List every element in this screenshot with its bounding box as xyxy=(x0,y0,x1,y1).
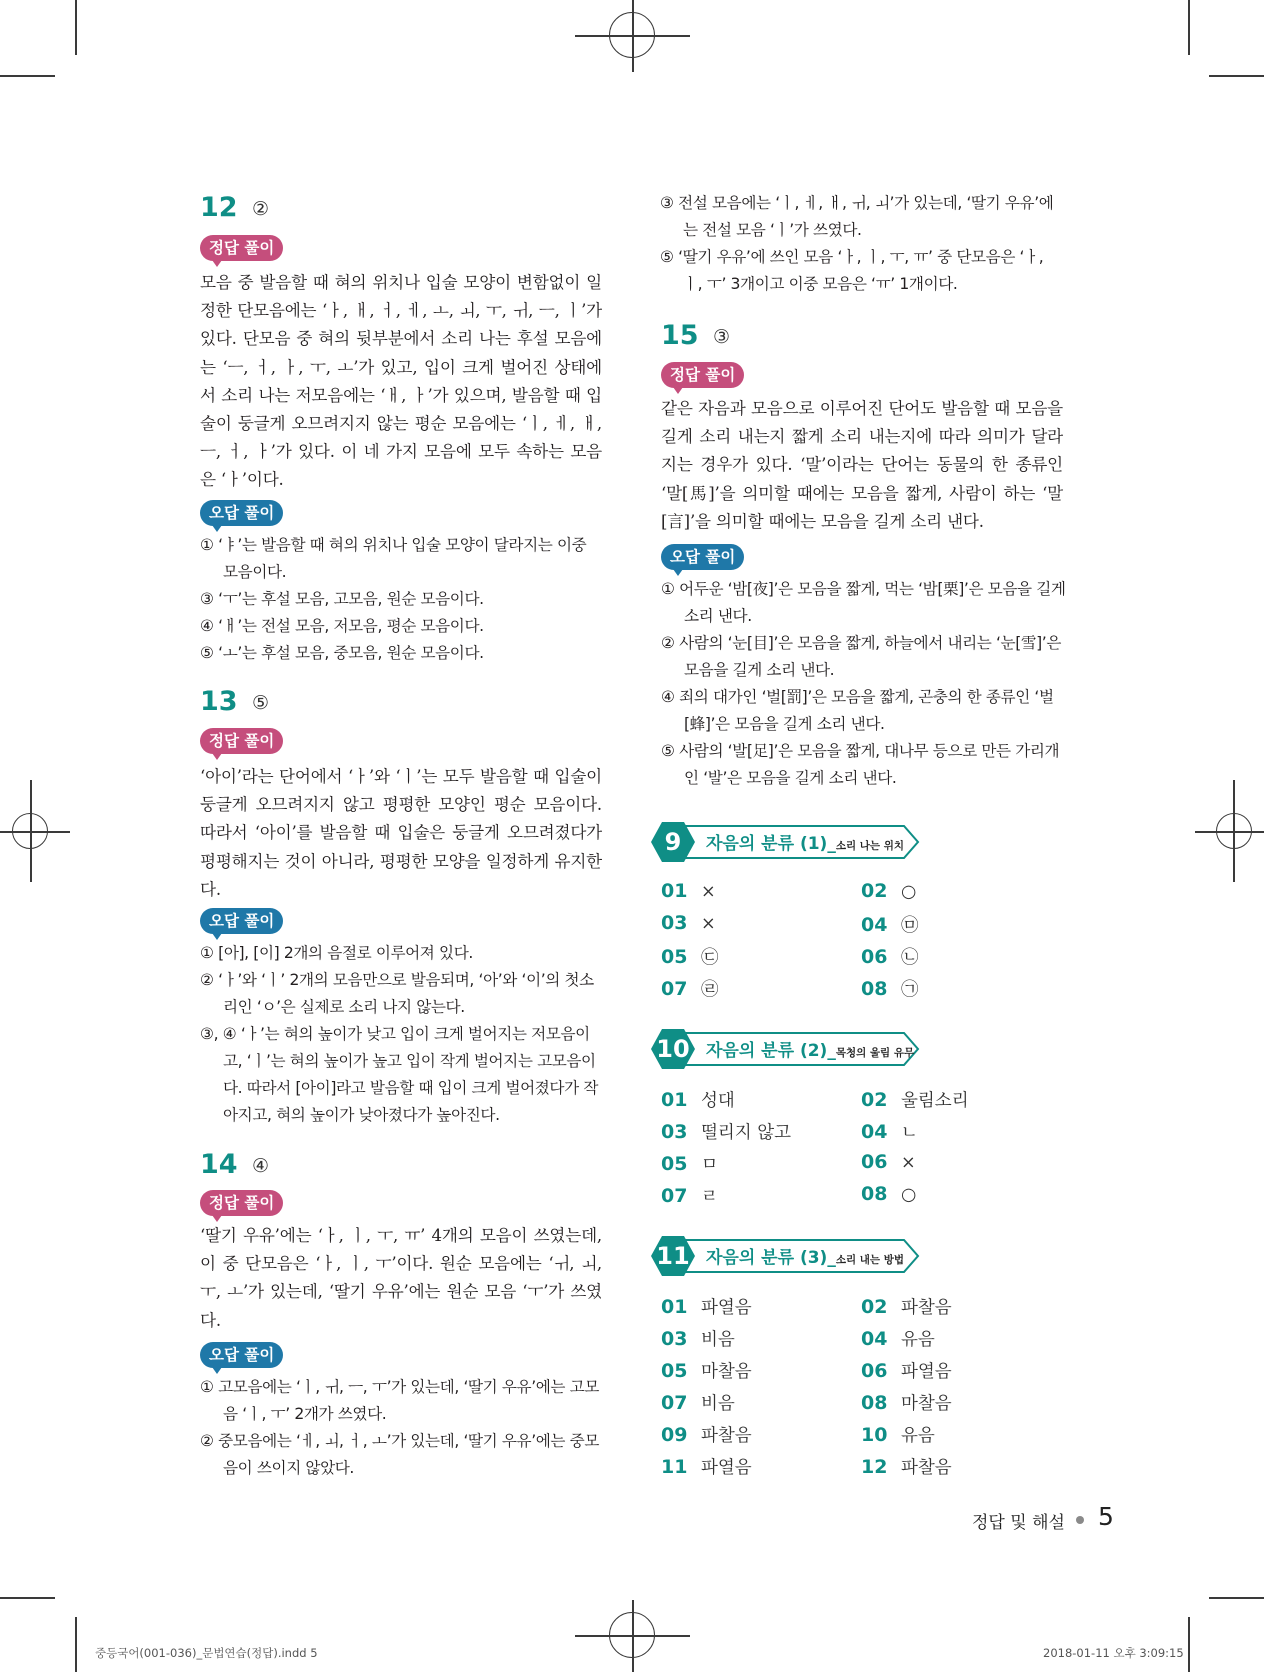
correct-explanation-badge: 정답 풀이 xyxy=(661,362,744,388)
section-title-main: 자음의 분류 (2)_ xyxy=(706,1041,836,1061)
answer-number: 02 xyxy=(861,880,888,902)
question-number: 13 xyxy=(200,686,238,717)
answer-item xyxy=(861,1390,952,1415)
answer-value: 울림소리 xyxy=(901,1091,969,1111)
answer-number: 08 xyxy=(861,1392,888,1414)
answer-value: ㄴ xyxy=(901,1123,918,1143)
answer-item xyxy=(861,1454,952,1479)
correct-explanation-badge: 정답 풀이 xyxy=(200,728,283,754)
answer-value: 유음 xyxy=(901,1330,935,1350)
date-slug: 2018-01-11 오후 3:09:15 xyxy=(1043,1646,1184,1660)
answer-number: 06 xyxy=(861,946,888,968)
answer-item xyxy=(861,1294,952,1319)
question-answer: ④ xyxy=(252,1155,270,1177)
crop-mark xyxy=(1188,1617,1190,1672)
list-item: ② 중모음에는 ‘ㅔ, ㅚ, ㅓ, ㅗ’가 있는데, ‘딸기 우유’에는 중모음이 쓰이지 않았다. xyxy=(200,1432,599,1477)
answer-number: 07 xyxy=(661,978,688,1000)
answer-value: 마찰음 xyxy=(901,1394,952,1414)
answer-value: × xyxy=(701,882,716,902)
answer-number: 04 xyxy=(861,1121,888,1143)
answer-item xyxy=(661,1454,752,1479)
answer-number: 05 xyxy=(661,1153,688,1175)
answer-number: 05 xyxy=(661,1360,688,1382)
answer-value: ○ xyxy=(901,1185,917,1205)
section-title xyxy=(706,829,904,854)
answer-value: 파찰음 xyxy=(701,1426,752,1446)
section-title-sub: 소리 나는 위치 xyxy=(835,840,904,852)
answer-number: 06 xyxy=(861,1151,888,1173)
section-title-sub: 소리 내는 방법 xyxy=(835,1254,904,1266)
section-title xyxy=(706,1036,914,1061)
answer-value: 파열음 xyxy=(701,1298,752,1318)
answer-value: ○ xyxy=(901,882,917,902)
answer-item xyxy=(661,1087,735,1112)
explanation-text: 모음 중 발음할 때 혀의 위치나 입술 모양이 변함없이 일정한 단모음에는 ‘ㅏ, ㅐ, ㅓ, ㅔ, ㅗ, ㅚ, ㅜ, ㅟ, ㅡ, ㅣ’가 있다. 단모음 중 혀의 뒷부분에서 소리 나는 후설 모음에는 ‘ㅡ, ㅓ, ㅏ, ㅜ, ㅗ’가 있고, 입이 크게 벌어진 상태에서 소리 나는 저모음에는 ‘ㅐ, ㅏ’가 있으며, 발음할 때 입술이 둥글게 오므려지지 않는 평순 모음에는 ‘ㅣ, ㅔ, ㅐ, ㅡ, ㅓ, ㅏ’가 있다. 이 네 가지 모음에 모두 속하는 모음은 ‘ㅏ’이다. xyxy=(200,273,602,490)
answer-item xyxy=(661,1326,735,1351)
section-title-sub: 목청의 울림 유무 xyxy=(835,1047,915,1059)
answer-number: 04 xyxy=(861,1328,888,1350)
correct-explanation-badge: 정답 풀이 xyxy=(200,235,283,261)
question-number: 12 xyxy=(200,192,238,223)
question-answer: ⑤ xyxy=(252,692,270,714)
explanation-text: 같은 자음과 모음으로 이루어진 단어도 발음할 때 모음을 길게 소리 내는지 짧게 소리 내는지에 따라 의미가 달라지는 경우가 있다. ‘말’이라는 단어는 동물의 한 종류인 ‘말[馬]’을 의미할 때에는 모음을 짧게, 사람이 하는 ‘말[言]’을 의미할 때에는 모음을 길게 소리 낸다. xyxy=(661,399,1063,531)
answer-item xyxy=(861,1326,935,1351)
footer-label: 정답 및 해설 xyxy=(972,1513,1065,1533)
wrong-explanation-list xyxy=(200,940,605,1129)
answer-item xyxy=(661,1183,718,1208)
answer-value: ㉤ xyxy=(901,916,919,936)
wrong-explanation-badge: 오답 풀이 xyxy=(661,544,744,570)
answer-item xyxy=(661,1294,752,1319)
section-number: 11 xyxy=(656,1242,690,1270)
answer-item xyxy=(661,944,719,969)
answer-number: 02 xyxy=(861,1089,888,1111)
section-number: 10 xyxy=(656,1035,690,1063)
answer-item xyxy=(661,976,719,1001)
list-item: ⑤ 사람의 ‘발[足]’은 모음을 짧게, 대나무 등으로 만든 가리개인 ‘발’은 모음을 길게 소리 낸다. xyxy=(661,742,1060,787)
answer-item xyxy=(661,1390,735,1415)
section-title-main: 자음의 분류 (3)_ xyxy=(706,1248,836,1268)
answer-number: 08 xyxy=(861,978,888,1000)
explanation-text: ‘아이’라는 단어에서 ‘ㅏ’와 ‘ㅣ’는 모두 발음할 때 입술이 둥글게 오므려지지 않고 평평한 모양인 평순 모음이다. 따라서 ‘아이’를 발음할 때 입술은 둥글게 오므려졌다가 평평해지는 것이 아니라, 평평한 모양을 일정하게 유지한다. xyxy=(200,767,602,899)
answer-number: 03 xyxy=(661,1121,688,1143)
answer-item xyxy=(861,1119,918,1144)
answer-number: 08 xyxy=(861,1183,888,1205)
crop-mark xyxy=(0,75,55,77)
question-number: 14 xyxy=(200,1149,238,1180)
answer-item xyxy=(661,1151,718,1176)
wrong-explanation-list-continued xyxy=(660,190,1065,298)
explanation-text: ‘딸기 우유’에는 ‘ㅏ, ㅣ, ㅜ, ㅠ’ 4개의 모음이 쓰였는데, 이 중 단모음은 ‘ㅏ, ㅣ, ㅜ’이다. 원순 모음에는 ‘ㅟ, ㅚ, ㅜ, ㅗ’가 있는데, ‘딸기 우유’에는 원순 모음 ‘ㅜ’가 쓰였다. xyxy=(200,1226,602,1330)
crop-mark xyxy=(1209,75,1264,77)
answer-value: ㄹ xyxy=(701,1187,718,1207)
section-banner-11 xyxy=(650,1236,925,1276)
answer-item xyxy=(661,880,716,902)
question-answer: ② xyxy=(252,198,270,220)
answer-number: 03 xyxy=(661,912,688,934)
wrong-explanation-badge: 오답 풀이 xyxy=(200,908,283,934)
answer-value: ㉣ xyxy=(701,980,719,1000)
answer-item xyxy=(861,1422,935,1447)
section-banner-10 xyxy=(650,1029,925,1069)
list-item: ① 어두운 ‘밤[夜]’은 모음을 짧게, 먹는 ‘밤[栗]’은 모음을 길게 소리 낸다. xyxy=(661,580,1066,625)
wrong-explanation-badge: 오답 풀이 xyxy=(200,500,283,526)
section-title-main: 자음의 분류 (1)_ xyxy=(706,834,836,854)
page-number: 5 xyxy=(1098,1502,1114,1531)
answer-number: 02 xyxy=(861,1296,888,1318)
answer-value: 떨리지 않고 xyxy=(701,1123,792,1143)
answer-item xyxy=(861,1087,969,1112)
list-item: ① ‘ㅑ’는 발음할 때 혀의 위치나 입술 모양이 달라지는 이중 모음이다. xyxy=(200,536,587,581)
answer-value: 비음 xyxy=(701,1394,735,1414)
answer-value: × xyxy=(701,914,716,934)
crop-mark xyxy=(0,1597,55,1599)
answer-value: ㉢ xyxy=(701,948,719,968)
crop-mark xyxy=(75,0,77,55)
answer-item xyxy=(661,1358,752,1383)
question-number: 15 xyxy=(661,320,699,351)
crop-mark xyxy=(75,1617,77,1672)
answer-number: 05 xyxy=(661,946,688,968)
crop-mark xyxy=(1209,1597,1264,1599)
answer-item xyxy=(861,976,919,1001)
list-item: ② 사람의 ‘눈[目]’은 모음을 짧게, 하늘에서 내리는 ‘눈[雪]’은 모음을 길게 소리 낸다. xyxy=(661,634,1061,679)
answer-item xyxy=(861,1358,952,1383)
answer-item xyxy=(661,1422,752,1447)
wrong-explanation-list xyxy=(200,1374,605,1482)
list-item: ③ ‘ㅜ’는 후설 모음, 고모음, 원순 모음이다. xyxy=(200,590,484,608)
answer-item xyxy=(861,912,919,937)
answer-item xyxy=(661,912,716,934)
wrong-explanation-list xyxy=(200,532,605,667)
section-number: 9 xyxy=(664,828,682,856)
answer-number: 06 xyxy=(861,1360,888,1382)
answer-number: 11 xyxy=(661,1456,688,1478)
answer-item xyxy=(661,1119,791,1144)
correct-explanation-badge: 정답 풀이 xyxy=(200,1190,283,1216)
answer-value: ㉡ xyxy=(901,948,919,968)
file-slug: 중등국어(001-036)_문법연습(정답).indd 5 xyxy=(95,1646,318,1660)
answer-item xyxy=(861,944,919,969)
list-item: ⑤ ‘딸기 우유’에 쓰인 모음 ‘ㅏ, ㅣ, ㅜ, ㅠ’ 중 단모음은 ‘ㅏ, ㅣ, ㅜ’ 3개이고 이중 모음은 ‘ㅠ’ 1개이다. xyxy=(660,248,1044,293)
list-item: ① [아], [이] 2개의 음절로 이루어져 있다. xyxy=(200,944,473,962)
answer-number: 01 xyxy=(661,1296,688,1318)
answer-number: 01 xyxy=(661,1089,688,1111)
answer-value: 성대 xyxy=(701,1091,735,1111)
answer-number: 01 xyxy=(661,880,688,902)
crop-mark xyxy=(1188,0,1190,55)
list-item: ① 고모음에는 ‘ㅣ, ㅟ, ㅡ, ㅜ’가 있는데, ‘딸기 우유’에는 고모음 ‘ㅣ, ㅜ’ 2개가 쓰였다. xyxy=(200,1378,599,1423)
section-title xyxy=(706,1243,904,1268)
answer-value: 비음 xyxy=(701,1330,735,1350)
list-item: ⑤ ‘ㅗ’는 후설 모음, 중모음, 원순 모음이다. xyxy=(200,644,484,662)
answer-value: 마찰음 xyxy=(701,1362,752,1382)
answer-value: 파열음 xyxy=(901,1362,952,1382)
answer-number: 10 xyxy=(861,1424,888,1446)
answer-number: 07 xyxy=(661,1185,688,1207)
answer-number: 03 xyxy=(661,1328,688,1350)
answer-value: 파찰음 xyxy=(901,1458,952,1478)
answer-number: 09 xyxy=(661,1424,688,1446)
section-banner-9 xyxy=(650,822,925,862)
answer-number: 12 xyxy=(861,1456,888,1478)
wrong-explanation-list xyxy=(661,576,1066,792)
list-item: ④ 죄의 대가인 ‘벌[罰]’은 모음을 짧게, 곤충의 한 종류인 ‘벌[蜂]’은 모음을 길게 소리 낸다. xyxy=(661,688,1054,733)
answer-item xyxy=(861,1183,916,1205)
question-answer: ③ xyxy=(713,326,731,348)
answer-number: 07 xyxy=(661,1392,688,1414)
answer-value: 파찰음 xyxy=(901,1298,952,1318)
footer-dot xyxy=(1076,1516,1084,1524)
list-item: ④ ‘ㅐ’는 전설 모음, 저모음, 평순 모음이다. xyxy=(200,617,484,635)
answer-value: ㅁ xyxy=(701,1155,718,1175)
answer-value: 파열음 xyxy=(701,1458,752,1478)
list-item: ③, ④ ‘ㅏ’는 혀의 높이가 낮고 입이 크게 벌어지는 저모음이고, ‘ㅣ’는 혀의 높이가 높고 입이 작게 벌어지는 고모음이다. 따라서 [아이]라고 발음할 때 입이 크게 벌어졌다가 작아지고, 혀의 높이가 낮아졌다가 높아진다. xyxy=(200,1025,598,1124)
answer-value: 유음 xyxy=(901,1426,935,1446)
answer-value: ㉠ xyxy=(901,980,919,1000)
wrong-explanation-badge: 오답 풀이 xyxy=(200,1342,283,1368)
list-item: ③ 전설 모음에는 ‘ㅣ, ㅔ, ㅐ, ㅟ, ㅚ’가 있는데, ‘딸기 우유’에는 전설 모음 ‘ㅣ’가 쓰였다. xyxy=(660,194,1054,239)
answer-item xyxy=(861,1151,916,1173)
answer-item xyxy=(861,880,916,902)
answer-number: 04 xyxy=(861,914,888,936)
answer-value: × xyxy=(901,1153,916,1173)
list-item: ② ‘ㅏ’와 ‘ㅣ’ 2개의 모음만으로 발음되며, ‘아’와 ‘이’의 첫소리인 ‘ㅇ’은 실제로 소리 나지 않는다. xyxy=(200,971,594,1016)
